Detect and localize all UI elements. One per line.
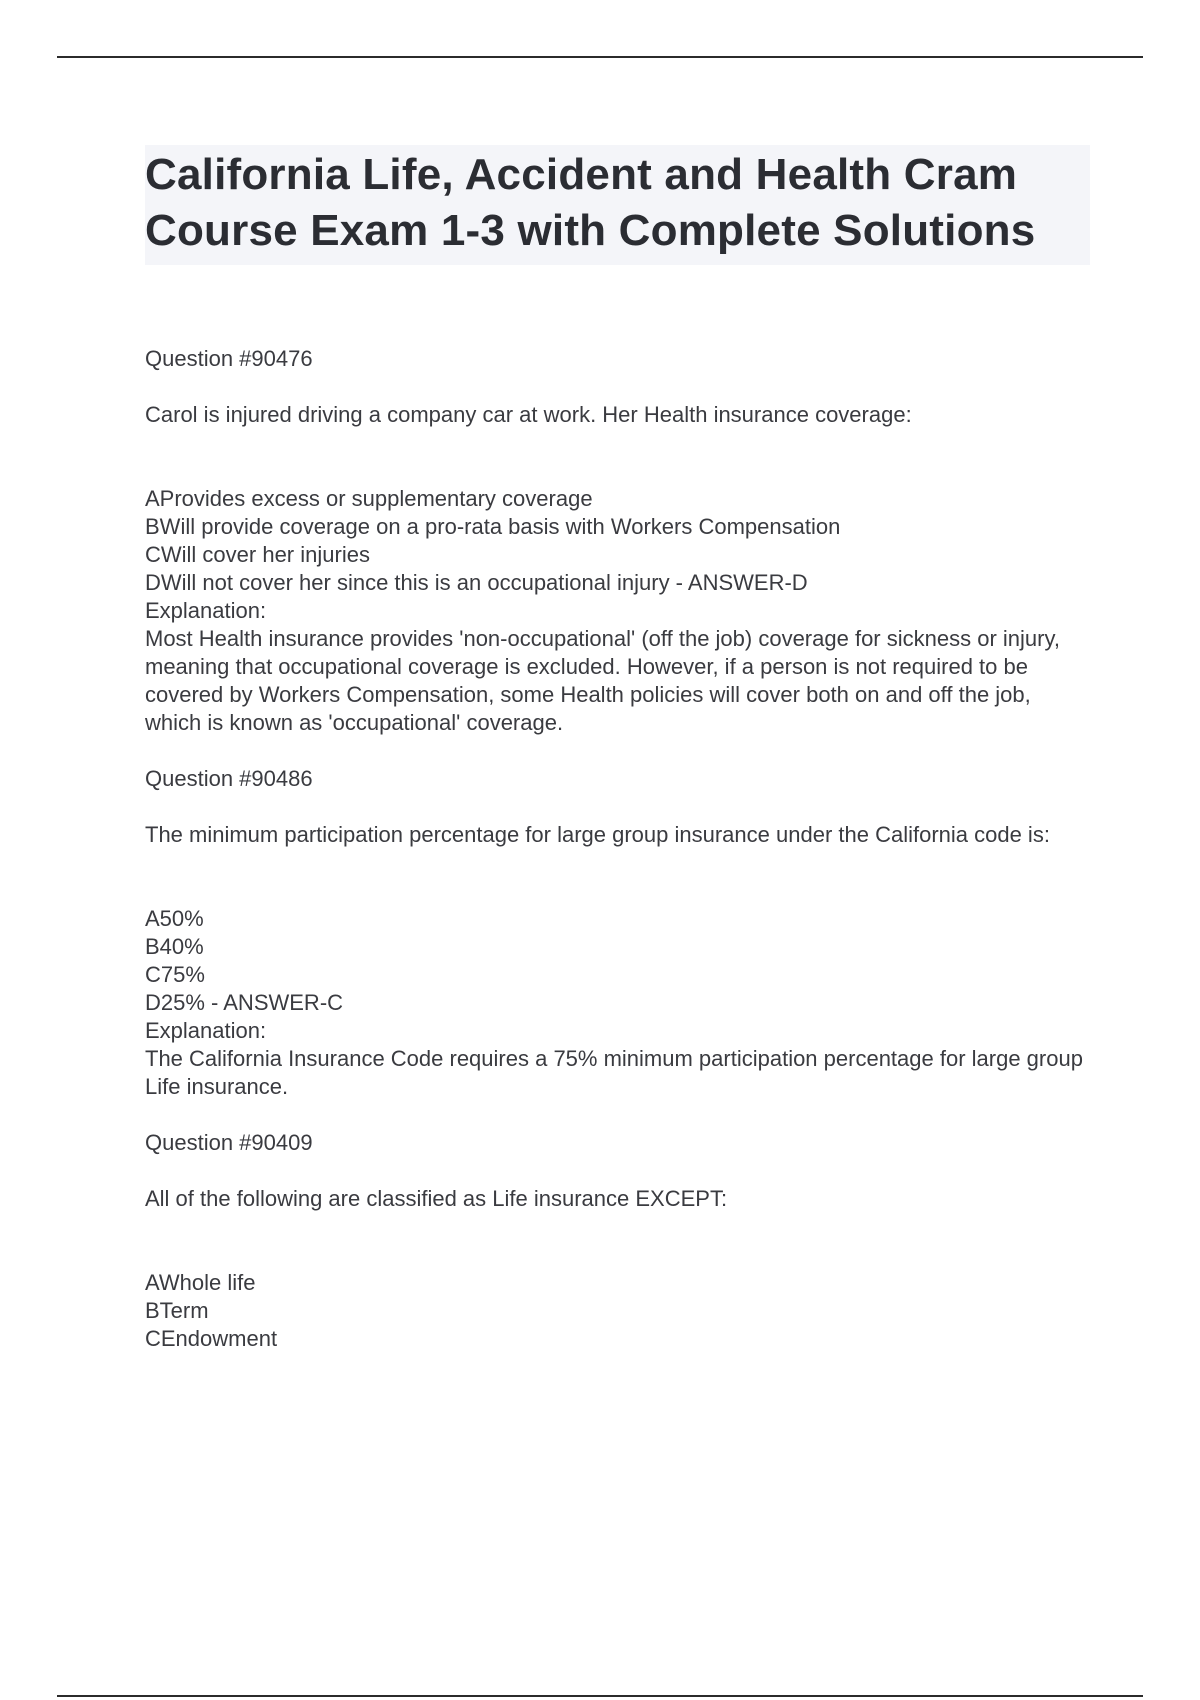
answer-options bbox=[145, 905, 1090, 1017]
answer-options bbox=[145, 485, 1090, 597]
question-text: All of the following are classified as Life insurance EXCEPT: bbox=[145, 1186, 728, 1211]
question-number: Question #90486 bbox=[145, 766, 313, 791]
option-c: C75% bbox=[145, 962, 205, 987]
option-c: CEndowment bbox=[145, 1326, 278, 1351]
option-a: AWhole life bbox=[145, 1270, 256, 1295]
answer-options bbox=[145, 1269, 1090, 1353]
question-number: Question #90409 bbox=[145, 1130, 313, 1155]
option-b: BWill provide coverage on a pro-rata basis with Workers Compensation bbox=[145, 514, 841, 539]
explanation-label: Explanation: bbox=[145, 1018, 267, 1043]
question-number: Question #90476 bbox=[145, 346, 313, 371]
option-b: B40% bbox=[145, 934, 204, 959]
question-block-90476 bbox=[145, 345, 1090, 737]
question-block-90486 bbox=[145, 765, 1090, 1101]
explanation-text: Most Health insurance provides 'non-occupational' (off the job) coverage for sickness or injury, meaning that occupational coverage is excluded. However, if a person is not required to be covered by Workers Compensation, some Health policies will cover both on and off the job, which is known as 'occupational' coverage. bbox=[145, 626, 1060, 735]
explanation-label: Explanation: bbox=[145, 598, 267, 623]
bottom-rule bbox=[57, 1695, 1143, 1697]
title-block bbox=[145, 145, 1090, 265]
option-c: CWill cover her injuries bbox=[145, 542, 370, 567]
question-text: Carol is injured driving a company car at work. Her Health insurance coverage: bbox=[145, 402, 912, 427]
option-d: D25% - ANSWER-C bbox=[145, 990, 344, 1015]
option-a: A50% bbox=[145, 906, 204, 931]
explanation-text: The California Insurance Code requires a 75% minimum participation percentage for large group Life insurance. bbox=[145, 1046, 1083, 1099]
question-block-90409 bbox=[145, 1129, 1090, 1353]
question-text: The minimum participation percentage for large group insurance under the California code is: bbox=[145, 822, 1050, 847]
document-title: California Life, Accident and Health Cram Course Exam 1-3 with Complete Solutions bbox=[145, 150, 1036, 255]
top-rule bbox=[57, 56, 1143, 58]
option-b: BTerm bbox=[145, 1298, 209, 1323]
option-a: AProvides excess or supplementary coverage bbox=[145, 486, 593, 511]
document-content bbox=[145, 145, 1090, 1353]
option-d: DWill not cover her since this is an occupational injury - ANSWER-D bbox=[145, 570, 808, 595]
